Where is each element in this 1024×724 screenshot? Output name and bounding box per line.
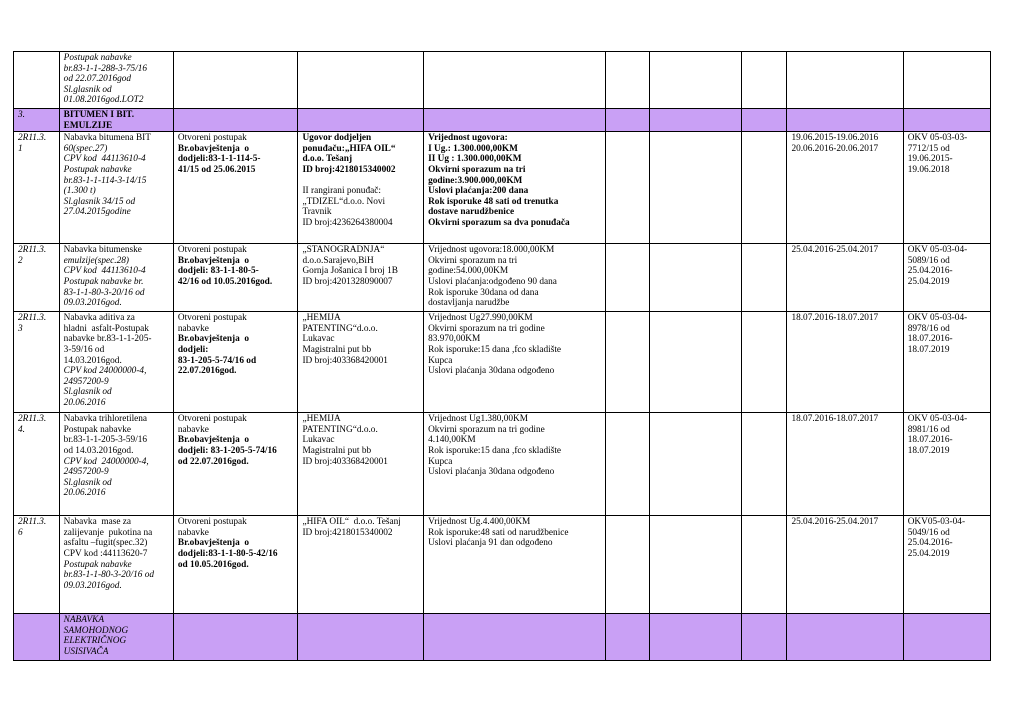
cell-line: 4.140,00KM (428, 435, 476, 446)
cell-line: II Ug : 1.300.000,00KM (428, 154, 522, 165)
cell-line: dodjeli: (177, 344, 209, 355)
table-cell (14, 516, 60, 614)
cell-line: Uslovi plaćanja:odgođeno 90 dana (428, 276, 557, 287)
table-cell (298, 516, 424, 614)
cell-line: 3-59/16 od (63, 344, 105, 355)
table-cell (605, 109, 650, 132)
table-cell (173, 516, 298, 614)
cell-line: CPV kod :44113620-7 (63, 548, 148, 559)
cell-line: EMULZIJE (63, 120, 113, 131)
cell-line: 25.04.2016- (907, 538, 953, 549)
table-cell (59, 312, 173, 413)
cell-line: CPV kod 24000000-4, (63, 366, 147, 377)
cell-line: Kupca (428, 456, 453, 467)
cell-line: ID broj:4236264380004 (302, 217, 393, 228)
cell-line: dodjeli:83-1-1-80-5-42/16 (177, 548, 278, 559)
cell-line: Vrijednost ugovora:18.000,00KM (428, 245, 555, 256)
cell-line: br.83-1-1-114-3-14/15 (63, 175, 147, 186)
table-cell (14, 52, 60, 109)
cell-line: Okvirni sporazum sa dva ponuđača (428, 217, 570, 228)
cell-line: Otvoreni postupak (177, 313, 247, 324)
table-cell (173, 244, 298, 312)
table-cell (605, 132, 650, 244)
table-cell (298, 413, 424, 516)
cell-line: Rok isporuke:15 dana ,fco skladište (428, 445, 562, 456)
cell-line: 6 (18, 527, 23, 538)
table-cell (14, 312, 60, 413)
cell-line: CPV kod 24000000-4, (63, 456, 149, 467)
table-row (14, 516, 991, 614)
table-cell (787, 109, 903, 132)
cell-line: Uslovi plaćanja 30dana odgođeno (428, 366, 555, 377)
cell-line: 09.03.2016god. (63, 298, 122, 309)
cell-line: 2R11.3. (18, 414, 47, 425)
cell-line: emulzije(spec.28) (63, 255, 129, 266)
cell-line: Postupak nabavke (63, 53, 132, 63)
cell-line: 22.07.2016god. (177, 366, 237, 377)
table-cell (650, 244, 741, 312)
cell-line: 01.08.2016god.LOT2 (63, 95, 144, 106)
cell-line: 20.06.2016-20.06.2017 (791, 143, 879, 154)
cell-line: 7712/15 od (907, 143, 950, 154)
cell-line: dostavljanja narudžbe (428, 298, 510, 309)
cell-line: dodjeli:83-1-1-114-5- (177, 154, 261, 165)
cell-line: Br.obavještenja o (177, 255, 250, 266)
cell-line: 42/16 od 10.05.2016god. (177, 276, 273, 287)
table-cell (741, 312, 787, 413)
cell-line: ID broj:403368420001 (302, 355, 388, 366)
table-row (14, 52, 991, 109)
cell-line: Uslovi plaćanja:200 dana (428, 186, 529, 197)
cell-line: 41/15 od 25.06.2015 (177, 164, 256, 175)
table-cell (741, 109, 787, 132)
table-cell (424, 244, 606, 312)
cell-line: 83.970,00KM (428, 334, 481, 345)
cell-line: BITUMEN I BIT. (63, 110, 135, 120)
table-cell (650, 52, 741, 109)
cell-line: Br.obavještenja o (177, 435, 250, 446)
cell-line: Vrijednost Ug27.990,00KM (428, 313, 533, 324)
table-cell (298, 244, 424, 312)
table-cell (650, 109, 741, 132)
cell-line: 18.07.2016- (907, 334, 953, 345)
cell-line: 19.06.2018 (907, 164, 950, 175)
cell-line: 1 (18, 143, 23, 154)
table-cell (173, 132, 298, 244)
cell-line: 18.07.2019 (907, 344, 950, 355)
table-cell (903, 109, 990, 132)
cell-line: Otvoreni postupak (177, 133, 247, 144)
cell-line: Okvirni sporazum na tri (428, 255, 518, 266)
cell-line: br.83-1-1-288-3-75/16 (63, 63, 148, 74)
table-cell (605, 52, 650, 109)
cell-line: Sl.glasnik od (63, 387, 112, 398)
table-cell (14, 413, 60, 516)
table-cell (424, 413, 606, 516)
table-cell (605, 312, 650, 413)
cell-line: d.o.o.Sarajevo,BiH (302, 255, 374, 266)
table-row (14, 244, 991, 312)
cell-line: 09.03.2016god. (63, 580, 122, 591)
table-cell (741, 132, 787, 244)
cell-line: godine:54.000,00KM (428, 266, 509, 277)
cell-line: SAMOHODNOG (63, 625, 129, 636)
cell-line: od 22.07.2016god. (177, 456, 249, 467)
table-cell (173, 614, 298, 661)
cell-line: hladni asfalt-Postupak (63, 323, 149, 334)
cell-line: Rok isporuke:15 dana ,fco skladište (428, 344, 562, 355)
table-row (14, 132, 991, 244)
cell-line: 19.06.2015- (907, 154, 953, 165)
cell-line: Otvoreni postupak (177, 517, 247, 528)
cell-line: Lukavac (302, 334, 335, 345)
cell-line: Nabavka aditiva za (63, 313, 135, 324)
cell-line: OKV 05-03-03- (907, 133, 968, 144)
cell-line: OKV 05-03-04- (907, 414, 968, 425)
cell-line: 5049/16 od (907, 527, 950, 538)
cell-line: 20.06.2016 (63, 397, 106, 408)
cell-line: Postupak nabavke (63, 424, 132, 435)
cell-line: 18.07.2019 (907, 445, 950, 456)
cell-line: Postupak nabavke (63, 164, 132, 175)
table-cell (650, 132, 741, 244)
cell-line: Postupak nabavke br. (63, 276, 144, 287)
cell-line: II rangirani ponuđač: (302, 186, 381, 197)
cell-line: „HEMIJA (302, 414, 341, 425)
cell-line: „TDIZEL“d.o.o. Novi (302, 196, 386, 207)
table-cell (903, 516, 990, 614)
table-cell (298, 132, 424, 244)
table-cell (298, 109, 424, 132)
cell-line: ID broj:4218015340002 (302, 164, 396, 175)
table-row (14, 312, 991, 413)
cell-line: 8978/16 od (907, 323, 950, 334)
table-cell (424, 312, 606, 413)
table-cell (903, 52, 990, 109)
cell-line: d.o.o. Tešanj (302, 154, 353, 165)
table-cell (787, 244, 903, 312)
table-row (14, 413, 991, 516)
cell-line: ID broj:4201328090007 (302, 276, 393, 287)
section-row (14, 109, 991, 132)
table-cell (173, 312, 298, 413)
table-cell (741, 614, 787, 661)
table-cell (14, 244, 60, 312)
cell-line: 2R11.3. (18, 517, 47, 528)
cell-line: 14.03.2016god. (63, 355, 122, 366)
table-cell (903, 614, 990, 661)
table-cell (173, 413, 298, 516)
cell-line: 25.04.2016-25.04.2017 (791, 517, 879, 528)
table-cell (14, 132, 60, 244)
table-cell (903, 413, 990, 516)
cell-line: od 22.07.2016god (63, 74, 132, 85)
table-cell (424, 132, 606, 244)
table-cell (787, 614, 903, 661)
cell-line: 5089/16 od (907, 255, 950, 266)
table-cell (173, 52, 298, 109)
cell-line: nabavke (177, 527, 209, 538)
table-cell (173, 109, 298, 132)
cell-line: Magistralni put bb (302, 445, 372, 456)
cell-line: 25.04.2019 (907, 276, 950, 287)
procurement-table (13, 51, 991, 661)
cell-line: dodjeli: 83-1-1-80-5- (177, 266, 259, 277)
cell-line: Okvirni sporazum na tri godine (428, 323, 545, 334)
cell-line: Okvirni sporazum na tri godine (428, 424, 545, 435)
cell-line: 83-1-1-80-3-20/16 od (63, 287, 145, 298)
cell-line: 2R11.3. (18, 245, 47, 256)
table-cell (59, 614, 173, 661)
cell-line: 25.04.2016-25.04.2017 (791, 245, 879, 256)
cell-line: Sl.glasnik 34/15 od (63, 196, 136, 207)
cell-line: Otvoreni postupak (177, 245, 247, 256)
table-cell (903, 132, 990, 244)
cell-line: Magistralni put bb (302, 344, 372, 355)
section-row (14, 614, 991, 661)
table-cell (650, 413, 741, 516)
table-cell (14, 614, 60, 661)
table-cell (787, 413, 903, 516)
table-cell (741, 516, 787, 614)
cell-line: nabavke (177, 424, 209, 435)
cell-line: Br.obavještenja o (177, 143, 250, 154)
cell-line: Kupca (428, 355, 453, 366)
table-cell (424, 109, 606, 132)
cell-line: Postupak nabavke (63, 559, 132, 570)
cell-line: OKV05-03-04- (907, 517, 966, 528)
cell-line: godine:3.900.000,00KM (428, 175, 523, 186)
cell-line: USISIVAČA (63, 646, 109, 657)
table-cell (59, 244, 173, 312)
cell-line: dostave narudžbenice (428, 207, 515, 218)
cell-line: „HIFA OIL“ d.o.o. Tešanj (302, 517, 401, 528)
cell-line: „STANOGRADNJA“ (302, 245, 385, 256)
cell-line: 18.07.2016-18.07.2017 (791, 414, 879, 425)
cell-line: Br.obavještenja o (177, 538, 250, 549)
cell-line (302, 176, 420, 187)
cell-line: ponuđaču:„HIFA OIL“ (302, 143, 396, 154)
cell-line: Rok isporuke:48 sati od narudžbenice (428, 527, 569, 538)
cell-line: Sl.glasnik od (63, 84, 112, 95)
cell-line: Travnik (302, 207, 332, 218)
cell-line: ID broj:4218015340002 (302, 527, 393, 538)
cell-line: Br.obavještenja o (177, 334, 250, 345)
table-cell (741, 52, 787, 109)
table-cell (605, 244, 650, 312)
cell-line: Nabavka bitumena BIT (63, 133, 151, 144)
cell-line: 2R11.3. (18, 313, 47, 324)
table-cell (424, 52, 606, 109)
table-cell (741, 244, 787, 312)
cell-line: PATENTING“d.o.o. (302, 323, 378, 334)
cell-line: 19.06.2015-19.06.2016 (791, 133, 879, 144)
cell-line: 24957200-9 (63, 376, 109, 387)
cell-line: OKV 05-03-04- (907, 245, 968, 256)
cell-line: ID broj:403368420001 (302, 456, 388, 467)
cell-line: od 10.05.2016god. (177, 559, 249, 570)
cell-line: „HEMIJA (302, 313, 341, 324)
cell-line: CPV kod 44113610-4 (63, 154, 146, 165)
cell-line: Okvirni sporazum na tri (428, 164, 526, 175)
table-cell (424, 614, 606, 661)
cell-line: 2 (18, 255, 23, 266)
cell-line: Nabavka trihloretilena (63, 414, 148, 425)
cell-line: 8981/16 od (907, 424, 950, 435)
table-cell (787, 312, 903, 413)
table-cell (298, 614, 424, 661)
table-cell (14, 109, 60, 132)
cell-line: (1.300 t) (63, 186, 96, 197)
cell-line: 18.07.2016-18.07.2017 (791, 313, 879, 324)
cell-line: Nabavka mase za (63, 517, 132, 528)
cell-line: 20.06.2016 (63, 488, 106, 499)
cell-line: br.83-1-1-80-3-20/16 od (63, 570, 155, 581)
table-cell (605, 614, 650, 661)
table-cell (59, 132, 173, 244)
cell-line: 4. (18, 424, 25, 435)
cell-line: Rok isporuke 30dana od dana (428, 287, 539, 298)
cell-line: Otvoreni postupak (177, 414, 247, 425)
table-cell (903, 244, 990, 312)
cell-line: 3. (18, 110, 25, 120)
cell-line: CPV kod 44113610-4 (63, 266, 146, 277)
cell-line: Vrijednost Ug1.380,00KM (428, 414, 528, 425)
table-cell (59, 52, 173, 109)
cell-line: 25.04.2016- (907, 266, 953, 277)
cell-line: Vrijednost ugovora: (428, 133, 508, 144)
table-cell (59, 516, 173, 614)
cell-line: Nabavka bitumenske (63, 245, 142, 256)
table-cell (903, 312, 990, 413)
cell-line: 25.04.2019 (907, 548, 950, 559)
cell-line: I Ug.: 1.300.000,00KM (428, 143, 518, 154)
table-cell (650, 614, 741, 661)
cell-line: 27.04.2015godine (63, 207, 131, 218)
table-cell (59, 413, 173, 516)
cell-line: Sl.glasnik od (63, 477, 112, 488)
cell-line: Lukavac (302, 435, 335, 446)
table-cell (298, 52, 424, 109)
cell-line: nabavke (177, 323, 209, 334)
cell-line: Uslovi plaćanja 91 dan odgođeno (428, 538, 553, 549)
cell-line: 3 (18, 323, 23, 334)
table-cell (424, 516, 606, 614)
table-cell (741, 413, 787, 516)
table-cell (605, 516, 650, 614)
cell-line: Rok isporuke 48 sati od trenutka (428, 196, 559, 207)
table-cell (787, 132, 903, 244)
cell-line: od 14.03.2016god. (63, 445, 134, 456)
cell-line: 18.07.2016- (907, 435, 953, 446)
table-cell (298, 312, 424, 413)
cell-line: OKV 05-03-04- (907, 313, 968, 324)
table-cell (59, 109, 173, 132)
cell-line: 83-1-205-5-74/16 od (177, 355, 257, 366)
cell-line: Ugovor dodjeljen (302, 133, 372, 144)
table-cell (787, 516, 903, 614)
cell-line: 24957200-9 (63, 467, 109, 478)
cell-line: ELEKTRIČNOG (63, 636, 127, 647)
cell-line: asfaltu –fugit(spec.32) (63, 538, 148, 549)
cell-line: 60(spec.27) (63, 143, 108, 154)
cell-line: PATENTING“d.o.o. (302, 424, 378, 435)
cell-line: 2R11.3. (18, 133, 47, 144)
cell-line: br.83-1-1-205-3-59/16 (63, 435, 148, 446)
table-cell (650, 312, 741, 413)
table-cell (605, 413, 650, 516)
cell-line: Vrijednost Ug.4.400,00KM (428, 517, 531, 528)
cell-line: dodjeli: 83-1-205-5-74/16 (177, 445, 277, 456)
table-cell (787, 52, 903, 109)
cell-line: zalijevanje pukotina na (63, 527, 153, 538)
table-cell (650, 516, 741, 614)
cell-line: nabavke br.83-1-1-205- (63, 334, 152, 345)
cell-line: NABAVKA (63, 615, 105, 626)
cell-line: Gornja Jošanica I broj 1B (302, 266, 398, 277)
cell-line: Uslovi plaćanja 30dana odgođeno (428, 467, 555, 478)
